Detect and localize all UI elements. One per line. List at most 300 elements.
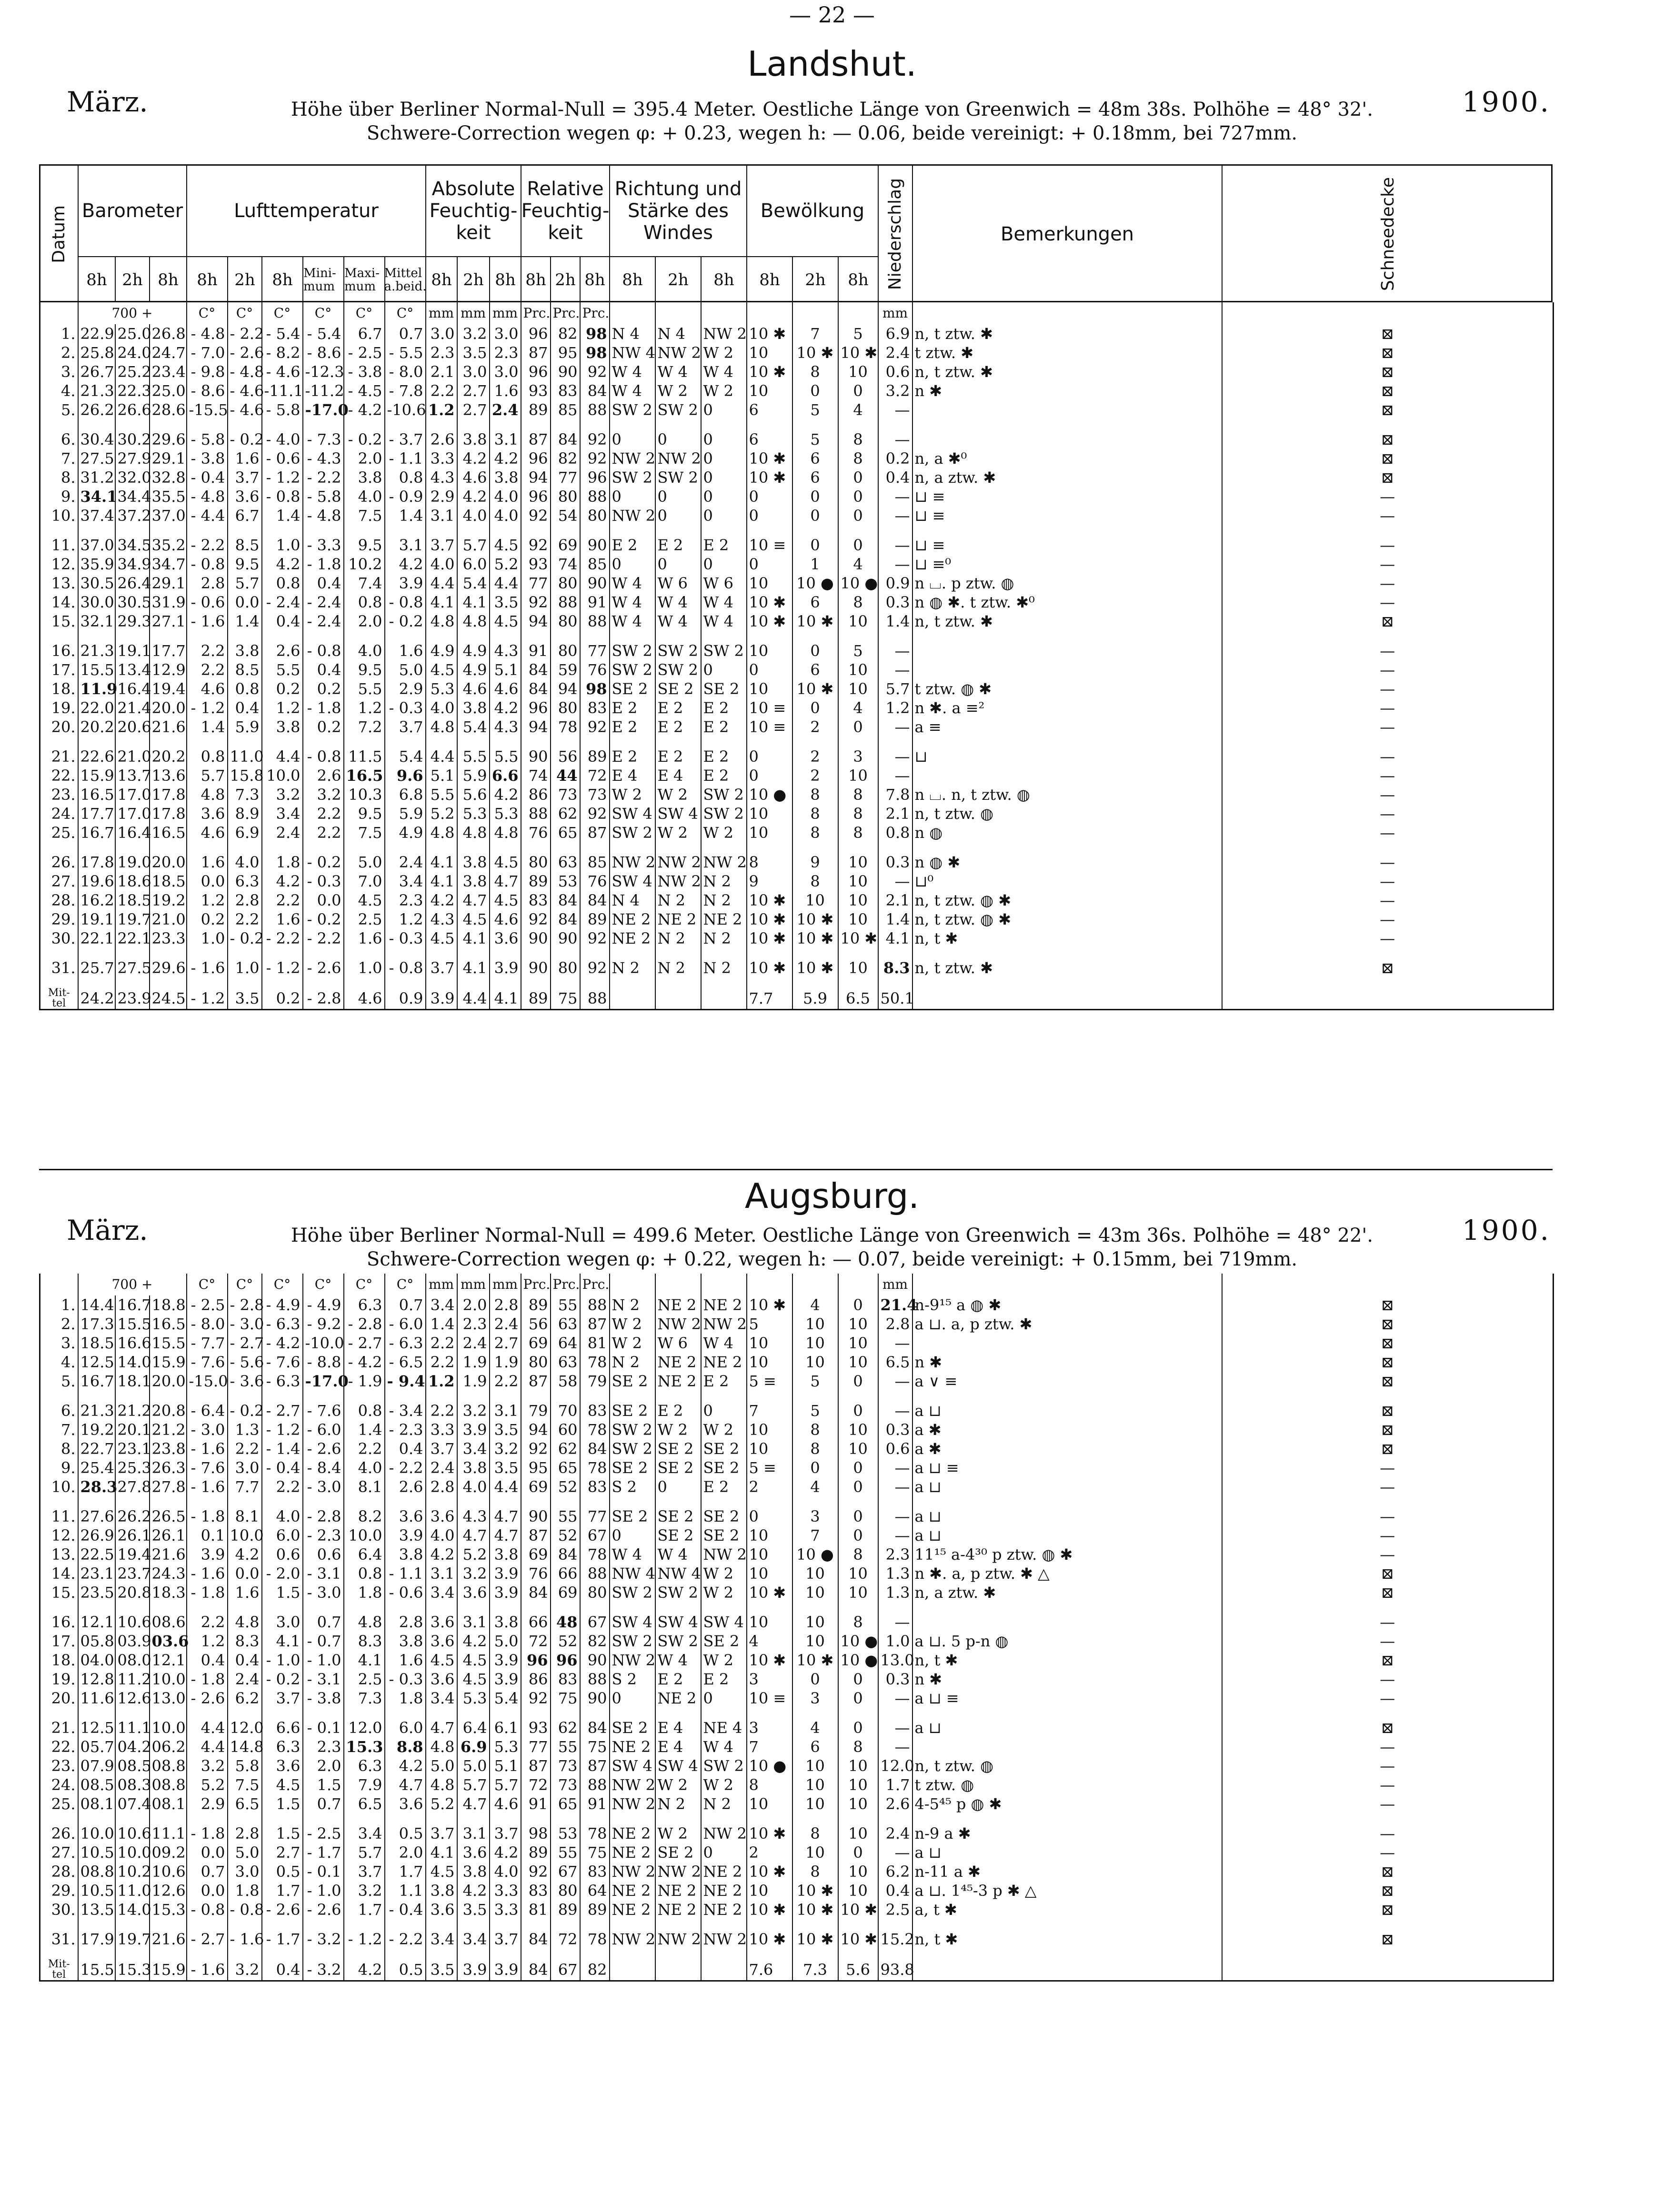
- spacer-cell: [1222, 525, 1554, 536]
- table-row: [40, 362, 1554, 381]
- value-cell: 3.8: [457, 853, 490, 872]
- value-cell: 0: [838, 1670, 878, 1689]
- value-cell: 2.2: [262, 1477, 303, 1496]
- spacer-cell: [792, 1813, 838, 1824]
- value-cell: - 8.8: [303, 1353, 344, 1372]
- value-cell: 83: [551, 381, 580, 400]
- value-cell: 3.0: [426, 324, 457, 343]
- value-cell: W 4: [701, 362, 747, 381]
- spacer-cell: [490, 1919, 521, 1930]
- unit-cell: [1222, 1274, 1554, 1295]
- value-cell: 11.9: [78, 679, 115, 698]
- value-cell: 35.5: [150, 487, 187, 506]
- mean-cell: 24.5: [150, 988, 187, 1010]
- value-cell: 89: [580, 1900, 610, 1919]
- value-cell: 3.7: [426, 958, 457, 977]
- value-cell: 8.5: [228, 660, 262, 679]
- mean-cell: 0.9: [385, 988, 426, 1010]
- spacer-cell: [792, 631, 838, 641]
- value-cell: 34.7: [150, 555, 187, 574]
- value-cell: 4.0: [490, 506, 521, 525]
- value-cell: N 4: [610, 324, 655, 343]
- spacer-cell: [792, 1602, 838, 1613]
- column-header: [39, 164, 1553, 302]
- value-cell: 4.9: [457, 660, 490, 679]
- value-cell: - 3.8: [303, 1689, 344, 1708]
- value-cell: 93: [521, 1718, 551, 1737]
- value-cell: - 0.2: [344, 430, 385, 449]
- value-cell: SW 2: [655, 400, 701, 419]
- value-cell: 0: [747, 1507, 792, 1526]
- value-cell: 5: [838, 641, 878, 660]
- spacer-cell: [580, 1496, 610, 1507]
- spacer-cell: [40, 1813, 78, 1824]
- value-cell: 4.5: [457, 910, 490, 929]
- value-cell: 8: [792, 1862, 838, 1881]
- value-cell: 0.8: [878, 823, 912, 842]
- value-cell: 1.8: [262, 853, 303, 872]
- value-cell: 10: [747, 1794, 792, 1813]
- value-cell: 24.3: [150, 1564, 187, 1583]
- spacer-cell: [344, 1602, 385, 1613]
- value-cell: - 4.0: [262, 430, 303, 449]
- value-cell: 5.0: [426, 1756, 457, 1775]
- value-cell: W 2: [655, 785, 701, 804]
- value-cell: 20.8: [150, 1401, 187, 1420]
- value-cell: 4.5: [344, 891, 385, 910]
- spacer-cell: [878, 842, 912, 853]
- value-cell: - 1.1: [385, 1564, 426, 1583]
- snow-cover-cell: —: [1380, 507, 1395, 525]
- value-cell: 3.8: [457, 698, 490, 717]
- value-cell: W 2: [655, 1775, 701, 1794]
- value-cell: 3: [838, 747, 878, 766]
- year-label-landshut: 1900.: [1462, 86, 1551, 118]
- value-cell: 84: [580, 381, 610, 400]
- value-cell: 10: [747, 804, 792, 823]
- value-cell: N 2: [655, 929, 701, 948]
- table-row: [40, 853, 1554, 872]
- date-cell: 15.: [40, 612, 78, 631]
- spacer-cell: [150, 842, 187, 853]
- value-cell: - 3.8: [187, 449, 228, 468]
- spacer-cell: [701, 419, 747, 430]
- unit-cell: C°: [344, 302, 385, 324]
- value-cell: 6.9: [457, 1737, 490, 1756]
- value-cell: 80: [580, 506, 610, 525]
- month-label-landshut: März.: [67, 86, 148, 118]
- value-cell: 25.7: [78, 958, 115, 977]
- value-cell: 6.0: [262, 1526, 303, 1545]
- value-cell: 0.8: [344, 1401, 385, 1420]
- value-cell: 4.7: [490, 872, 521, 891]
- value-cell: 89: [521, 1843, 551, 1862]
- value-cell: 0.0: [187, 1881, 228, 1900]
- value-cell: 2.7: [490, 1334, 521, 1353]
- value-cell: - 2.2: [262, 929, 303, 948]
- value-cell: 23.3: [150, 929, 187, 948]
- spacer-cell: [385, 842, 426, 853]
- value-cell: 4.6: [457, 679, 490, 698]
- value-cell: - 4.4: [187, 506, 228, 525]
- value-cell: 30.4: [78, 430, 115, 449]
- spacer-cell: [40, 525, 78, 536]
- snow-cover-cell: —: [1380, 1632, 1395, 1650]
- value-cell: 8: [792, 1420, 838, 1439]
- value-cell: 08.5: [115, 1756, 150, 1775]
- value-cell: 1.6: [344, 929, 385, 948]
- value-cell: 3.4: [262, 804, 303, 823]
- value-cell: - 1.6: [228, 1930, 262, 1949]
- value-cell: 91: [521, 1794, 551, 1813]
- spacer-cell: [551, 419, 580, 430]
- spacer-cell: [912, 1602, 1222, 1613]
- value-cell: —: [878, 1613, 912, 1632]
- mean-cell: 3.5: [426, 1959, 457, 1981]
- mean-cell: 15.9: [150, 1959, 187, 1981]
- value-cell: —: [878, 506, 912, 525]
- value-cell: 10: [747, 641, 792, 660]
- value-cell: SW 4: [610, 872, 655, 891]
- table-row: [40, 823, 1554, 842]
- spacer-cell: [610, 1391, 655, 1401]
- spacer-cell: [385, 977, 426, 988]
- value-cell: 8.1: [228, 1507, 262, 1526]
- date-cell: 8.: [40, 1439, 78, 1458]
- value-cell: 72: [521, 1775, 551, 1794]
- value-cell: 4.8: [457, 823, 490, 842]
- value-cell: 86: [521, 1670, 551, 1689]
- value-cell: - 0.8: [262, 487, 303, 506]
- unit-cell: mm: [426, 302, 457, 324]
- value-cell: 22.0: [78, 698, 115, 717]
- value-cell: 84: [551, 1545, 580, 1564]
- table-row: [40, 487, 1554, 506]
- spacer-cell: [115, 1949, 150, 1959]
- spacer-cell: [115, 737, 150, 747]
- value-cell: SW 2: [610, 1439, 655, 1458]
- snow-cover-cell: ⊠: [1381, 1334, 1394, 1352]
- spacer-row: [40, 1813, 1554, 1824]
- spacer-cell: [457, 1949, 490, 1959]
- spacer-cell: [912, 1391, 1222, 1401]
- value-cell: 3.1: [385, 536, 426, 555]
- value-cell: 20.0: [150, 1372, 187, 1391]
- spacer-cell: [747, 977, 792, 988]
- value-cell: - 1.7: [262, 1930, 303, 1949]
- value-cell: W 2: [655, 1824, 701, 1843]
- value-cell: 6.0: [385, 1718, 426, 1737]
- value-cell: - 0.6: [187, 593, 228, 612]
- value-cell: 96: [521, 362, 551, 381]
- value-cell: 17.7: [78, 804, 115, 823]
- table-row: [40, 1756, 1554, 1775]
- value-cell: 4.6: [187, 823, 228, 842]
- header-sub-h8: 8h: [490, 256, 521, 302]
- spacer-cell: [655, 419, 701, 430]
- value-cell: SW 2: [655, 1583, 701, 1602]
- value-cell: 4.6: [490, 1794, 521, 1813]
- value-cell: 08.5: [78, 1775, 115, 1794]
- date-cell: 9.: [40, 1458, 78, 1477]
- spacer-cell: [303, 948, 344, 958]
- value-cell: 55: [551, 1843, 580, 1862]
- value-cell: 4.0: [344, 1458, 385, 1477]
- value-cell: 10: [792, 1794, 838, 1813]
- spacer-cell: [187, 1708, 228, 1718]
- value-cell: W 4: [655, 593, 701, 612]
- value-cell: - 3.4: [385, 1401, 426, 1420]
- value-cell: W 4: [655, 1651, 701, 1670]
- value-cell: - 6.3: [262, 1372, 303, 1391]
- value-cell: 07.9: [78, 1756, 115, 1775]
- value-cell: SW 2: [701, 1756, 747, 1775]
- header-abs-feuchtigkeit: Absolute Feuchtig-keit: [426, 166, 521, 256]
- value-cell: 77: [580, 641, 610, 660]
- value-cell: 3.3: [490, 1881, 521, 1900]
- spacer-cell: [457, 1919, 490, 1930]
- spacer-cell: [747, 1813, 792, 1824]
- date-cell: 22.: [40, 1737, 78, 1756]
- snow-cover-cell: —: [1380, 1478, 1395, 1496]
- spacer-cell: [426, 737, 457, 747]
- value-cell: 1.2: [426, 1372, 457, 1391]
- spacer-cell: [747, 1391, 792, 1401]
- remark-cell: [912, 641, 1222, 660]
- spacer-cell: [878, 1813, 912, 1824]
- snow-cover-cell: —: [1380, 1757, 1395, 1775]
- value-cell: E 2: [701, 1670, 747, 1689]
- snow-cover-cell: ⊠: [1381, 382, 1394, 400]
- spacer-cell: [115, 525, 150, 536]
- value-cell: 8: [792, 362, 838, 381]
- value-cell: 69: [521, 1334, 551, 1353]
- value-cell: 5: [792, 430, 838, 449]
- value-cell: 78: [580, 1545, 610, 1564]
- value-cell: 0: [610, 487, 655, 506]
- value-cell: 23.7: [115, 1564, 150, 1583]
- value-cell: 10: [792, 1756, 838, 1775]
- value-cell: 0.7: [303, 1794, 344, 1813]
- month-label-augsburg: März.: [67, 1214, 148, 1246]
- value-cell: —: [878, 1526, 912, 1545]
- value-cell: W 2: [610, 1334, 655, 1353]
- value-cell: 0.7: [385, 1295, 426, 1315]
- spacer-row: [40, 1602, 1554, 1613]
- spacer-cell: [701, 631, 747, 641]
- value-cell: 0: [792, 487, 838, 506]
- value-cell: 10: [838, 891, 878, 910]
- table-row: [40, 324, 1554, 343]
- value-cell: 22.5: [78, 1545, 115, 1564]
- spacer-cell: [655, 1919, 701, 1930]
- value-cell: -15.5: [187, 400, 228, 419]
- value-cell: 6.5: [878, 1353, 912, 1372]
- remark-cell: n ⌴. p ztw. ◍: [912, 574, 1222, 593]
- value-cell: 9.5: [344, 660, 385, 679]
- spacer-cell: [40, 1602, 78, 1613]
- value-cell: 10: [747, 823, 792, 842]
- spacer-cell: [792, 1391, 838, 1401]
- value-cell: 15.2: [878, 1930, 912, 1949]
- value-cell: - 2.6: [303, 1439, 344, 1458]
- spacer-cell: [262, 525, 303, 536]
- value-cell: 21.0: [115, 747, 150, 766]
- value-cell: 14.0: [115, 1900, 150, 1919]
- value-cell: W 4: [655, 1545, 701, 1564]
- value-cell: 0.0: [303, 891, 344, 910]
- header-sub-h8: 8h: [610, 256, 656, 302]
- value-cell: E 4: [655, 1718, 701, 1737]
- value-cell: 2.6: [426, 430, 457, 449]
- spacer-cell: [115, 977, 150, 988]
- value-cell: - 0.6: [385, 1583, 426, 1602]
- spacer-cell: [490, 842, 521, 853]
- spacer-cell: [150, 1813, 187, 1824]
- value-cell: 84: [551, 891, 580, 910]
- snow-cover-cell: —: [1380, 699, 1395, 717]
- value-cell: 0: [701, 487, 747, 506]
- value-cell: 3.0: [228, 1458, 262, 1477]
- spacer-cell: [385, 419, 426, 430]
- value-cell: 10: [838, 679, 878, 698]
- value-cell: 0: [701, 555, 747, 574]
- value-cell: 3.7: [344, 1862, 385, 1881]
- spacer-cell: [701, 948, 747, 958]
- value-cell: N 2: [655, 958, 701, 977]
- value-cell: 10 ✱: [792, 910, 838, 929]
- value-cell: - 4.2: [344, 1353, 385, 1372]
- snow-cover-cell: ⊠: [1381, 430, 1394, 448]
- value-cell: 90: [551, 362, 580, 381]
- value-cell: 7.2: [344, 717, 385, 737]
- spacer-cell: [521, 1496, 551, 1507]
- spacer-cell: [551, 977, 580, 988]
- spacer-cell: [838, 1949, 878, 1959]
- mean-cell: [655, 1959, 701, 1981]
- spacer-cell: [490, 1602, 521, 1613]
- spacer-row: [40, 1391, 1554, 1401]
- value-cell: 0.8: [262, 574, 303, 593]
- value-cell: 3.8: [262, 717, 303, 737]
- value-cell: 4.0: [490, 1862, 521, 1881]
- table-row: [40, 1372, 1554, 1391]
- table-row: [40, 1930, 1554, 1949]
- value-cell: 13.0: [150, 1689, 187, 1708]
- value-cell: 2.0: [344, 449, 385, 468]
- value-cell: 08.3: [115, 1775, 150, 1794]
- value-cell: 92: [580, 717, 610, 737]
- value-cell: - 9.2: [303, 1315, 344, 1334]
- value-cell: 23.8: [150, 1439, 187, 1458]
- value-cell: SW 2: [610, 400, 655, 419]
- value-cell: 0.0: [187, 872, 228, 891]
- value-cell: 16.7: [78, 1372, 115, 1391]
- spacer-cell: [150, 419, 187, 430]
- value-cell: 35.9: [78, 555, 115, 574]
- value-cell: 29.1: [150, 574, 187, 593]
- value-cell: 10 ≡: [747, 698, 792, 717]
- value-cell: - 4.8: [228, 362, 262, 381]
- remark-cell: n, t ✱: [912, 1651, 1222, 1670]
- snow-cover-cell: —: [1380, 1843, 1395, 1862]
- value-cell: W 2: [701, 1651, 747, 1670]
- mean-cell: 4.2: [344, 1959, 385, 1981]
- value-cell: - 2.2: [303, 929, 344, 948]
- value-cell: 3.7: [426, 1824, 457, 1843]
- date-cell: 4.: [40, 1353, 78, 1372]
- spacer-cell: [78, 1708, 115, 1718]
- spacer-cell: [228, 977, 262, 988]
- date-cell: 23.: [40, 785, 78, 804]
- date-cell: 1.: [40, 324, 78, 343]
- value-cell: SW 4: [655, 804, 701, 823]
- value-cell: 11.0: [228, 747, 262, 766]
- value-cell: 0: [838, 1526, 878, 1545]
- value-cell: - 3.1: [303, 1670, 344, 1689]
- value-cell: 4.2: [490, 698, 521, 717]
- date-cell: 6.: [40, 1401, 78, 1420]
- value-cell: 9.5: [344, 536, 385, 555]
- spacer-cell: [115, 1496, 150, 1507]
- value-cell: 7: [747, 1401, 792, 1420]
- value-cell: W 4: [610, 574, 655, 593]
- value-cell: 5.3: [457, 804, 490, 823]
- spacer-cell: [610, 1919, 655, 1930]
- header-sub-h8: 8h: [581, 256, 610, 302]
- value-cell: 1.6: [262, 910, 303, 929]
- value-cell: —: [878, 641, 912, 660]
- value-cell: - 4.9: [303, 1295, 344, 1315]
- value-cell: 0: [747, 766, 792, 785]
- remark-cell: n ✱. a ≡²: [912, 698, 1222, 717]
- value-cell: 10: [838, 612, 878, 631]
- value-cell: 10: [838, 1583, 878, 1602]
- spacer-cell: [878, 525, 912, 536]
- table-row: [40, 1718, 1554, 1737]
- spacer-cell: [610, 525, 655, 536]
- value-cell: 2.9: [187, 1794, 228, 1813]
- value-cell: - 0.8: [187, 1900, 228, 1919]
- value-cell: 1.0: [344, 958, 385, 977]
- spacer-cell: [187, 948, 228, 958]
- value-cell: 0: [792, 1458, 838, 1477]
- spacer-cell: [838, 1708, 878, 1718]
- table-row: [40, 766, 1554, 785]
- value-cell: 96: [551, 1651, 580, 1670]
- value-cell: 2.9: [426, 487, 457, 506]
- value-cell: 2.2: [262, 891, 303, 910]
- spacer-cell: [303, 419, 344, 430]
- header-wind: Richtung und Stärke des Windes: [610, 166, 747, 256]
- value-cell: - 0.8: [303, 641, 344, 660]
- value-cell: - 2.4: [303, 593, 344, 612]
- value-cell: 19.2: [78, 1420, 115, 1439]
- value-cell: 4.9: [457, 641, 490, 660]
- remark-cell: a ✱: [912, 1420, 1222, 1439]
- value-cell: 92: [521, 910, 551, 929]
- spacer-cell: [701, 1949, 747, 1959]
- value-cell: 2.9: [385, 679, 426, 698]
- value-cell: 20.2: [150, 747, 187, 766]
- value-cell: - 1.4: [262, 1439, 303, 1458]
- value-cell: 10 ✱: [747, 929, 792, 948]
- value-cell: 10: [838, 1420, 878, 1439]
- value-cell: —: [878, 1372, 912, 1391]
- unit-cell: mm: [490, 1274, 521, 1295]
- value-cell: W 6: [655, 574, 701, 593]
- unit-cell: [655, 1274, 701, 1295]
